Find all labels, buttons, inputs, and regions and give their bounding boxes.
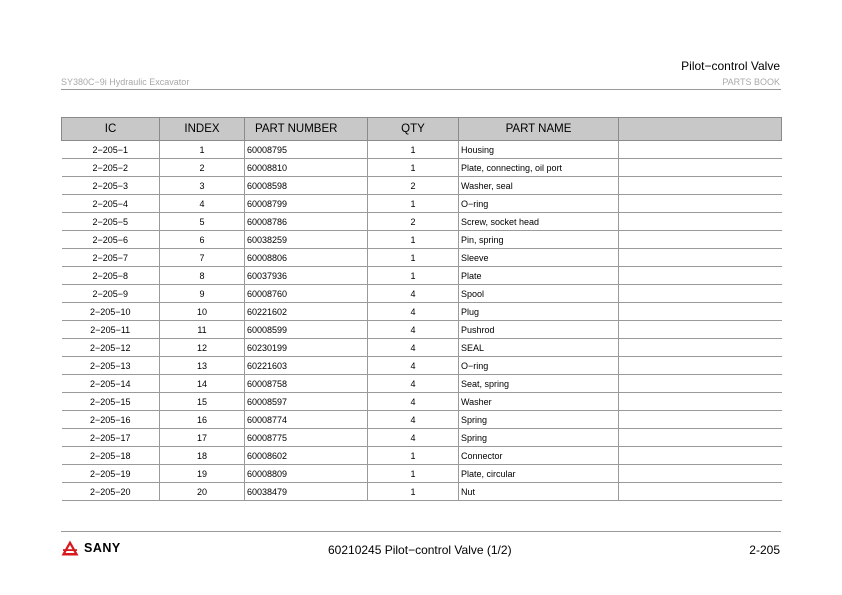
cell-part-name: Connector bbox=[459, 447, 619, 465]
header-divider bbox=[61, 89, 781, 90]
table-row bbox=[62, 465, 782, 483]
cell-qty: 1 bbox=[368, 267, 459, 285]
cell-part-name: Spring bbox=[459, 411, 619, 429]
cell-qty: 4 bbox=[368, 357, 459, 375]
cell-blank bbox=[619, 195, 782, 213]
table-row bbox=[62, 429, 782, 447]
table-row bbox=[62, 375, 782, 393]
parts-table bbox=[61, 117, 782, 501]
cell-part-name: Washer, seal bbox=[459, 177, 619, 195]
cell-qty: 4 bbox=[368, 375, 459, 393]
table-row bbox=[62, 321, 782, 339]
cell-qty: 1 bbox=[368, 159, 459, 177]
cell-ic: 2−205−8 bbox=[62, 267, 160, 285]
table-row bbox=[62, 141, 782, 159]
cell-ic: 2−205−10 bbox=[62, 303, 160, 321]
cell-blank bbox=[619, 321, 782, 339]
cell-blank bbox=[619, 411, 782, 429]
cell-qty: 1 bbox=[368, 447, 459, 465]
cell-index: 2 bbox=[160, 159, 245, 177]
cell-part-name: Spring bbox=[459, 429, 619, 447]
cell-part-number: 60008810 bbox=[245, 159, 368, 177]
cell-qty: 4 bbox=[368, 393, 459, 411]
table-row bbox=[62, 285, 782, 303]
table-row bbox=[62, 393, 782, 411]
table-header-row bbox=[62, 118, 782, 141]
table-row bbox=[62, 195, 782, 213]
table-row bbox=[62, 231, 782, 249]
cell-qty: 1 bbox=[368, 465, 459, 483]
cell-ic: 2−205−3 bbox=[62, 177, 160, 195]
cell-part-name: Nut bbox=[459, 483, 619, 501]
cell-part-number: 60008775 bbox=[245, 429, 368, 447]
cell-ic: 2−205−17 bbox=[62, 429, 160, 447]
cell-part-name: Washer bbox=[459, 393, 619, 411]
cell-ic: 2−205−13 bbox=[62, 357, 160, 375]
column-header-part-name: PART NAME bbox=[459, 118, 619, 141]
cell-blank bbox=[619, 447, 782, 465]
cell-ic: 2−205−6 bbox=[62, 231, 160, 249]
cell-part-name: Plate bbox=[459, 267, 619, 285]
cell-index: 18 bbox=[160, 447, 245, 465]
cell-blank bbox=[619, 141, 782, 159]
cell-ic: 2−205−20 bbox=[62, 483, 160, 501]
cell-part-name: Seat, spring bbox=[459, 375, 619, 393]
cell-ic: 2−205−11 bbox=[62, 321, 160, 339]
cell-qty: 4 bbox=[368, 321, 459, 339]
cell-ic: 2−205−1 bbox=[62, 141, 160, 159]
cell-index: 16 bbox=[160, 411, 245, 429]
cell-qty: 1 bbox=[368, 195, 459, 213]
cell-blank bbox=[619, 303, 782, 321]
cell-part-number: 60008774 bbox=[245, 411, 368, 429]
cell-index: 19 bbox=[160, 465, 245, 483]
cell-blank bbox=[619, 177, 782, 195]
cell-blank bbox=[619, 375, 782, 393]
cell-part-number: 60008597 bbox=[245, 393, 368, 411]
sany-logo bbox=[61, 540, 121, 556]
page-number: 2-205 bbox=[749, 543, 780, 557]
cell-blank bbox=[619, 339, 782, 357]
cell-ic: 2−205−14 bbox=[62, 375, 160, 393]
cell-blank bbox=[619, 213, 782, 231]
cell-part-number: 60008809 bbox=[245, 465, 368, 483]
cell-qty: 1 bbox=[368, 231, 459, 249]
table-row bbox=[62, 177, 782, 195]
table-row bbox=[62, 357, 782, 375]
table-row bbox=[62, 447, 782, 465]
cell-index: 17 bbox=[160, 429, 245, 447]
cell-part-number: 60008760 bbox=[245, 285, 368, 303]
cell-index: 13 bbox=[160, 357, 245, 375]
cell-part-number: 60008598 bbox=[245, 177, 368, 195]
cell-part-number: 60037936 bbox=[245, 267, 368, 285]
cell-index: 15 bbox=[160, 393, 245, 411]
cell-ic: 2−205−15 bbox=[62, 393, 160, 411]
cell-qty: 1 bbox=[368, 483, 459, 501]
cell-part-number: 60008806 bbox=[245, 249, 368, 267]
cell-qty: 4 bbox=[368, 411, 459, 429]
cell-index: 3 bbox=[160, 177, 245, 195]
cell-index: 11 bbox=[160, 321, 245, 339]
cell-part-number: 60038259 bbox=[245, 231, 368, 249]
cell-ic: 2−205−12 bbox=[62, 339, 160, 357]
cell-part-name: Pin, spring bbox=[459, 231, 619, 249]
cell-part-number: 60008599 bbox=[245, 321, 368, 339]
column-header-index: INDEX bbox=[160, 118, 245, 141]
cell-ic: 2−205−7 bbox=[62, 249, 160, 267]
cell-blank bbox=[619, 159, 782, 177]
table-row bbox=[62, 483, 782, 501]
cell-blank bbox=[619, 357, 782, 375]
cell-blank bbox=[619, 393, 782, 411]
table-row bbox=[62, 213, 782, 231]
cell-index: 10 bbox=[160, 303, 245, 321]
cell-part-name: Pushrod bbox=[459, 321, 619, 339]
cell-ic: 2−205−18 bbox=[62, 447, 160, 465]
table-row bbox=[62, 159, 782, 177]
cell-ic: 2−205−5 bbox=[62, 213, 160, 231]
cell-part-name: O−ring bbox=[459, 357, 619, 375]
document-reference: 60210245 Pilot−control Valve (1/2) bbox=[328, 543, 512, 557]
cell-part-number: 60038479 bbox=[245, 483, 368, 501]
cell-qty: 1 bbox=[368, 141, 459, 159]
cell-ic: 2−205−2 bbox=[62, 159, 160, 177]
machine-model-label: SY380C−9i Hydraulic Excavator bbox=[61, 77, 190, 87]
cell-part-number: 60008758 bbox=[245, 375, 368, 393]
cell-part-number: 60008602 bbox=[245, 447, 368, 465]
table-row bbox=[62, 249, 782, 267]
cell-part-name: Housing bbox=[459, 141, 619, 159]
column-header-part-number: PART NUMBER bbox=[245, 118, 368, 141]
cell-part-number: 60008786 bbox=[245, 213, 368, 231]
page-title: Pilot−control Valve bbox=[681, 59, 780, 73]
table-row bbox=[62, 339, 782, 357]
cell-blank bbox=[619, 267, 782, 285]
cell-ic: 2−205−4 bbox=[62, 195, 160, 213]
cell-part-name: SEAL bbox=[459, 339, 619, 357]
cell-index: 8 bbox=[160, 267, 245, 285]
cell-blank bbox=[619, 429, 782, 447]
cell-index: 14 bbox=[160, 375, 245, 393]
cell-ic: 2−205−19 bbox=[62, 465, 160, 483]
cell-qty: 2 bbox=[368, 177, 459, 195]
cell-part-number: 60221602 bbox=[245, 303, 368, 321]
footer-divider bbox=[61, 531, 781, 532]
cell-ic: 2−205−9 bbox=[62, 285, 160, 303]
cell-qty: 2 bbox=[368, 213, 459, 231]
cell-blank bbox=[619, 285, 782, 303]
cell-part-number: 60008795 bbox=[245, 141, 368, 159]
cell-part-name: Spool bbox=[459, 285, 619, 303]
cell-index: 20 bbox=[160, 483, 245, 501]
cell-qty: 4 bbox=[368, 339, 459, 357]
cell-blank bbox=[619, 231, 782, 249]
column-header-qty: QTY bbox=[368, 118, 459, 141]
cell-blank bbox=[619, 465, 782, 483]
parts-book-label: PARTS BOOK bbox=[722, 77, 780, 87]
cell-qty: 4 bbox=[368, 285, 459, 303]
parts-table-body bbox=[62, 141, 782, 501]
cell-index: 5 bbox=[160, 213, 245, 231]
cell-blank bbox=[619, 249, 782, 267]
cell-qty: 4 bbox=[368, 303, 459, 321]
column-header-blank bbox=[619, 118, 782, 141]
table-row bbox=[62, 303, 782, 321]
cell-part-name: Sleeve bbox=[459, 249, 619, 267]
cell-index: 4 bbox=[160, 195, 245, 213]
cell-part-name: O−ring bbox=[459, 195, 619, 213]
cell-part-name: Screw, socket head bbox=[459, 213, 619, 231]
cell-part-number: 60008799 bbox=[245, 195, 368, 213]
table-row bbox=[62, 411, 782, 429]
table-row bbox=[62, 267, 782, 285]
cell-part-name: Plate, circular bbox=[459, 465, 619, 483]
cell-index: 6 bbox=[160, 231, 245, 249]
cell-index: 7 bbox=[160, 249, 245, 267]
sany-triangle-icon bbox=[61, 540, 79, 556]
cell-index: 9 bbox=[160, 285, 245, 303]
brand-name: SANY bbox=[84, 541, 121, 555]
column-header-ic: IC bbox=[62, 118, 160, 141]
cell-part-name: Plug bbox=[459, 303, 619, 321]
cell-part-number: 60230199 bbox=[245, 339, 368, 357]
cell-index: 12 bbox=[160, 339, 245, 357]
cell-qty: 1 bbox=[368, 249, 459, 267]
cell-part-number: 60221603 bbox=[245, 357, 368, 375]
cell-qty: 4 bbox=[368, 429, 459, 447]
cell-ic: 2−205−16 bbox=[62, 411, 160, 429]
cell-index: 1 bbox=[160, 141, 245, 159]
cell-part-name: Plate, connecting, oil port bbox=[459, 159, 619, 177]
cell-blank bbox=[619, 483, 782, 501]
